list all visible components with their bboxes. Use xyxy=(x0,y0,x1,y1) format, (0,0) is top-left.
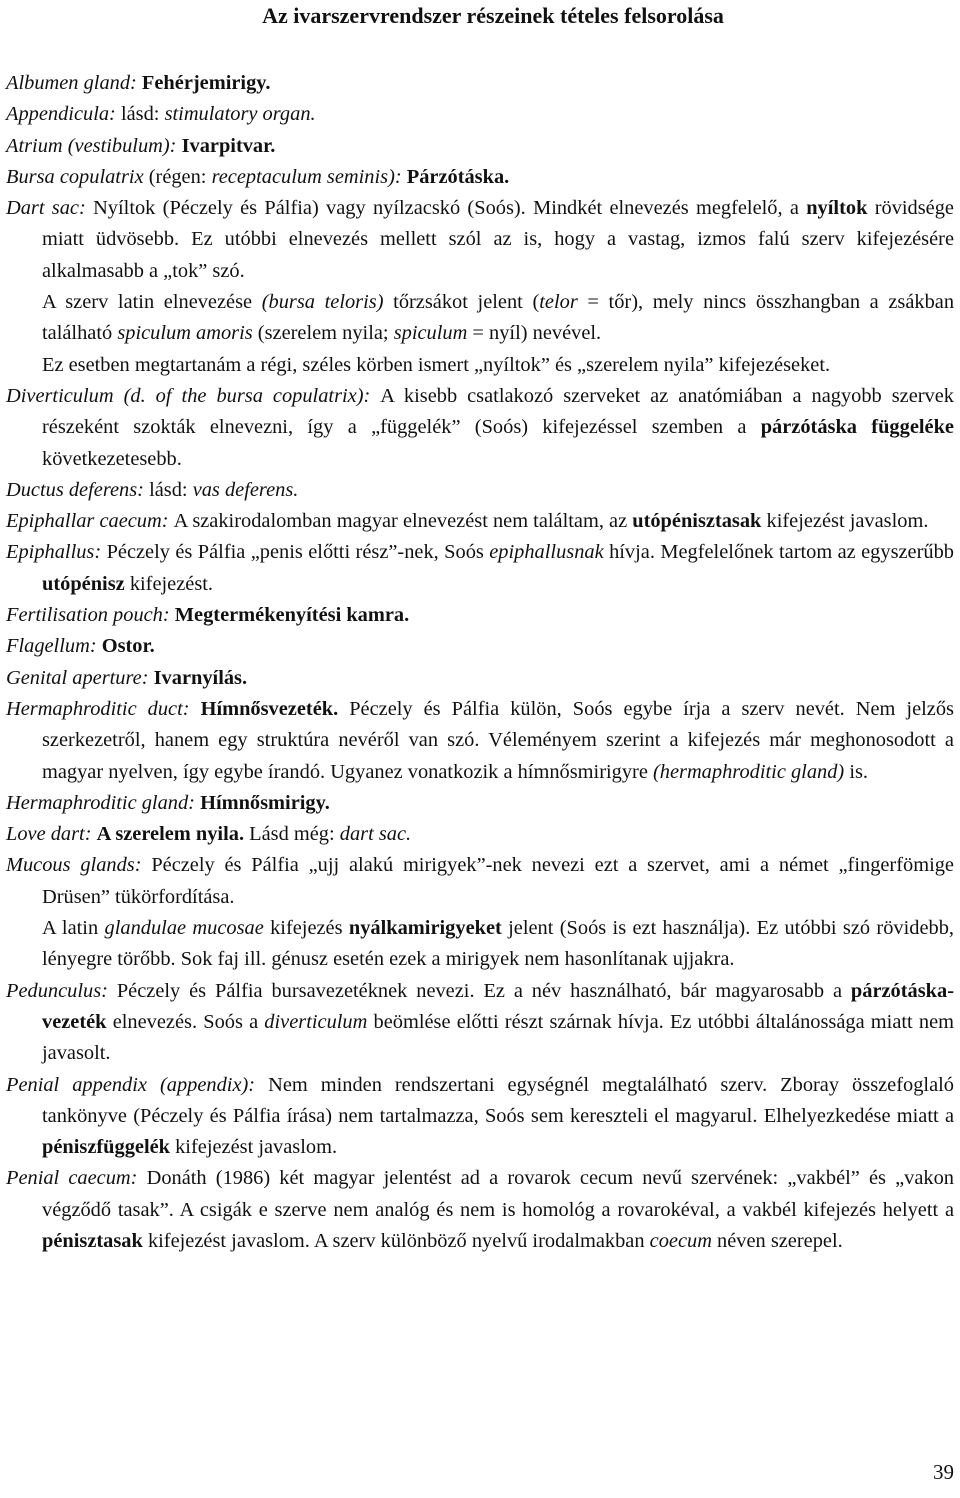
hungarian-term: párzótáska-vezeték xyxy=(42,979,954,1033)
entry-text: A szerv latin elnevezése xyxy=(42,291,262,314)
entry-term: Hermaphroditic duct: xyxy=(6,697,201,720)
glossary-entry-bursa-copulatrix xyxy=(6,162,954,193)
entry-text: (régen: xyxy=(148,165,212,188)
page-number: 39 xyxy=(933,1460,954,1484)
hungarian-term: Fehérjemirigy. xyxy=(141,72,271,94)
entry-term: Fertilisation pouch: xyxy=(6,604,175,627)
entry-text: Lásd még: xyxy=(244,823,340,846)
entry-term: Epiphallus: xyxy=(6,541,107,564)
entry-text: kifejezést javaslom. xyxy=(170,1136,338,1159)
glossary-entry-diverticulum xyxy=(6,381,954,475)
latin-term: (hermaphroditic gland) xyxy=(652,760,845,783)
latin-term: stimulatory organ. xyxy=(164,103,316,126)
entry-text: is. xyxy=(844,760,869,783)
glossary-entry-pedunculus xyxy=(6,976,954,1070)
latin-term: receptaculum seminis): xyxy=(211,165,407,188)
entry-term: Pedunculus: xyxy=(6,979,117,1002)
entry-text: = tőr), mely nincs összhangban a zsákban található xyxy=(42,291,955,345)
glossary-entry-hermaphroditic-gland xyxy=(6,788,954,819)
latin-term: telor xyxy=(539,291,578,314)
entry-term: Bursa copulatrix xyxy=(6,165,149,188)
entry-text: Donáth (1986) két magyar jelentést ad a rovarok cecum nevű szervének: „vakbél” és „vakon végződő tasak”. A csigák e szerve nem analóg és nem is homológ a rovarokéval, a vakbél kifejezés helyett a xyxy=(42,1167,955,1221)
entry-term: Penial caecum: xyxy=(6,1167,147,1190)
glossary-entry-flagellum xyxy=(6,631,954,662)
entry-continuation-paragraph xyxy=(6,350,954,381)
hungarian-term: utópénisztasak xyxy=(632,510,762,533)
glossary-entry-dart-sac xyxy=(6,193,954,287)
glossary-entry-penial-caecum xyxy=(6,1163,954,1257)
glossary-entry-albumen-gland xyxy=(6,68,954,99)
entry-text: lásd: xyxy=(120,103,165,126)
entry-text: lásd: xyxy=(149,478,193,501)
entry-text: A latin xyxy=(42,917,105,940)
entry-text: rövidsége miatt üdvösebb. Ez utóbbi elnevezés mellett szól az is, hogy a vastag, izmos falú szerv kifejezésére alkalmasabb a „tok” szó. xyxy=(42,197,954,282)
hungarian-term: pénisztasak xyxy=(42,1229,143,1252)
hungarian-term: Ivarpitvar. xyxy=(181,134,276,157)
hungarian-term: párzótáska függeléke xyxy=(760,416,954,439)
glossary-entry-epiphallar-caecum xyxy=(6,506,954,537)
entry-text: néven szerepel. xyxy=(711,1229,843,1252)
glossary-entry-genital-aperture xyxy=(6,663,954,694)
entry-text: kifejezést. xyxy=(124,572,214,595)
latin-term: epiphallusnak xyxy=(489,541,604,564)
entry-text: (szerelem nyila; xyxy=(252,322,394,345)
entry-term: Epiphallar caecum: xyxy=(6,510,174,533)
glossary-entry-hermaphroditic-duct xyxy=(6,694,954,788)
glossary-entry-appendicula xyxy=(6,99,954,130)
entry-term: Atrium (vestibulum): xyxy=(6,134,182,157)
hungarian-term: Megtermékenyítési kamra. xyxy=(174,604,410,627)
glossary-entry-fertilisation-pouch xyxy=(6,600,954,631)
entry-text: jelent (Soós is ezt használja). Ez utóbbi szó rövidebb, lényegre törőbb. Sok faj ill. génusz esetén ezek a mirigyek nem hasonlítanak ujjakra. xyxy=(42,917,955,971)
hungarian-term: A szerelem nyila. xyxy=(96,823,245,846)
entry-text: hívja. Megfelelőnek tartom az egyszerűbb xyxy=(603,541,954,564)
page-title: Az ivarszervrendszer részeinek tételes felsorolása xyxy=(262,3,724,28)
entry-text: beömlése előtti részt szárnak hívja. Ez utóbbi általánossága miatt nem javasolt. xyxy=(42,1010,954,1065)
glossary-entry-ductus-deferens xyxy=(6,475,954,506)
latin-term: dart sac. xyxy=(339,823,412,846)
entry-term: Dart sac: xyxy=(6,197,94,220)
entry-text: következetesebb. xyxy=(42,447,182,470)
entry-text: Péczely és Pálfia „ujj alakú mirigyek”-nek nevezi ezt a szervet, ami a német „fingerfömige Drüsen” tükörfordítása. xyxy=(42,854,954,908)
latin-term: diverticulum xyxy=(264,1010,368,1033)
hungarian-term: Párzótáska. xyxy=(406,165,510,188)
glossary-entry-love-dart xyxy=(6,819,954,850)
entry-text: Péczely és Pálfia „penis előtti rész”-nek, Soós xyxy=(106,541,490,564)
entry-text: Nyíltok (Péczely és Pálfia) vagy nyílzacskó (Soós). Mindkét elnevezés megfelelő, a xyxy=(93,197,807,220)
entry-term: Penial appendix (appendix): xyxy=(6,1073,269,1096)
latin-term: (bursa teloris) xyxy=(261,291,384,314)
entry-text: kifejezés xyxy=(263,917,349,940)
entry-term: Flagellum: xyxy=(6,635,102,658)
latin-term: spiculum amoris xyxy=(117,322,253,345)
glossary-entry-epiphallus xyxy=(6,537,954,600)
entry-text: tőrzsákot jelent ( xyxy=(383,291,540,314)
entry-term: Love dart: xyxy=(6,823,97,846)
hungarian-term: péniszfüggelék xyxy=(42,1136,171,1159)
glossary-list xyxy=(6,68,954,1257)
entry-text: Nem minden rendszertani egységnél megtalálható szerv. Zboray összefoglaló tankönyve (Péczely és Pálfia írása) nem tartalmazza, Soós sem kereszteli el magyarul. Elhelyezkedése miatt a xyxy=(42,1073,954,1127)
entry-term: Hermaphroditic gland: xyxy=(6,791,201,814)
entry-text: kifejezést javaslom. xyxy=(761,510,929,533)
glossary-entry-penial-appendix xyxy=(6,1070,954,1164)
entry-term: Ductus deferens: xyxy=(6,478,150,501)
hungarian-term: nyíltok xyxy=(806,197,868,220)
glossary-entry-atrium xyxy=(6,131,954,162)
hungarian-term: utópénisz xyxy=(42,572,125,595)
hungarian-term: Hímnősmirigy. xyxy=(200,791,330,814)
entry-text: Péczely és Pálfia bursavezetéknek nevezi. Ez a név használható, bár magyarosabb a xyxy=(116,979,851,1002)
latin-term: coecum xyxy=(649,1229,712,1252)
entry-text: Ez esetben megtartanám a régi, széles körben ismert „nyíltok” és „szerelem nyila” kifejezéseket. xyxy=(42,353,831,376)
hungarian-term: Ostor. xyxy=(101,635,155,658)
entry-text: A kisebb csatlakozó szerveket az anatómiában a nagyobb szervek részeként szokták elnevezni, így a „függelék” (Soós) kifejezéssel szemben a xyxy=(42,384,954,439)
entry-continuation-paragraph xyxy=(6,913,954,976)
entry-term: Genital aperture: xyxy=(6,666,154,689)
entry-text: elnevezés. Soós a xyxy=(106,1010,265,1033)
entry-text: Péczely és Pálfia külön, Soós egybe írja a szerv nevét. Nem jelzős szerkezetről, hanem egy struktúra nevéről van szó. Véleményem szerint a kifejezés már meghonosodott a magyar nyelven, így egybe írandó. Ugyanez vonatkozik a hímnősmirigyre xyxy=(42,697,954,783)
hungarian-term: Ivarnyílás. xyxy=(153,666,248,689)
entry-term: Appendicula: xyxy=(6,103,121,126)
hungarian-term: nyálkamirigyeket xyxy=(348,917,502,940)
glossary-entry-mucous-glands xyxy=(6,850,954,913)
entry-term: Mucous glands: xyxy=(6,854,152,877)
entry-text: = nyíl) nevével. xyxy=(467,322,602,345)
entry-term: Albumen gland: xyxy=(6,72,142,94)
hungarian-term: Hímnősvezeték. xyxy=(200,697,339,720)
entry-text: A szakirodalomban magyar elnevezést nem találtam, az xyxy=(173,510,633,533)
entry-text: kifejezést javaslom. A szerv különböző nyelvű irodalmakban xyxy=(142,1229,650,1252)
latin-term: spiculum xyxy=(393,322,468,345)
entry-term: Diverticulum (d. of the bursa copulatrix): xyxy=(6,384,381,407)
latin-term: glandulae mucosae xyxy=(104,917,264,940)
latin-term: vas deferens. xyxy=(192,478,299,501)
entry-continuation-paragraph xyxy=(6,287,954,350)
